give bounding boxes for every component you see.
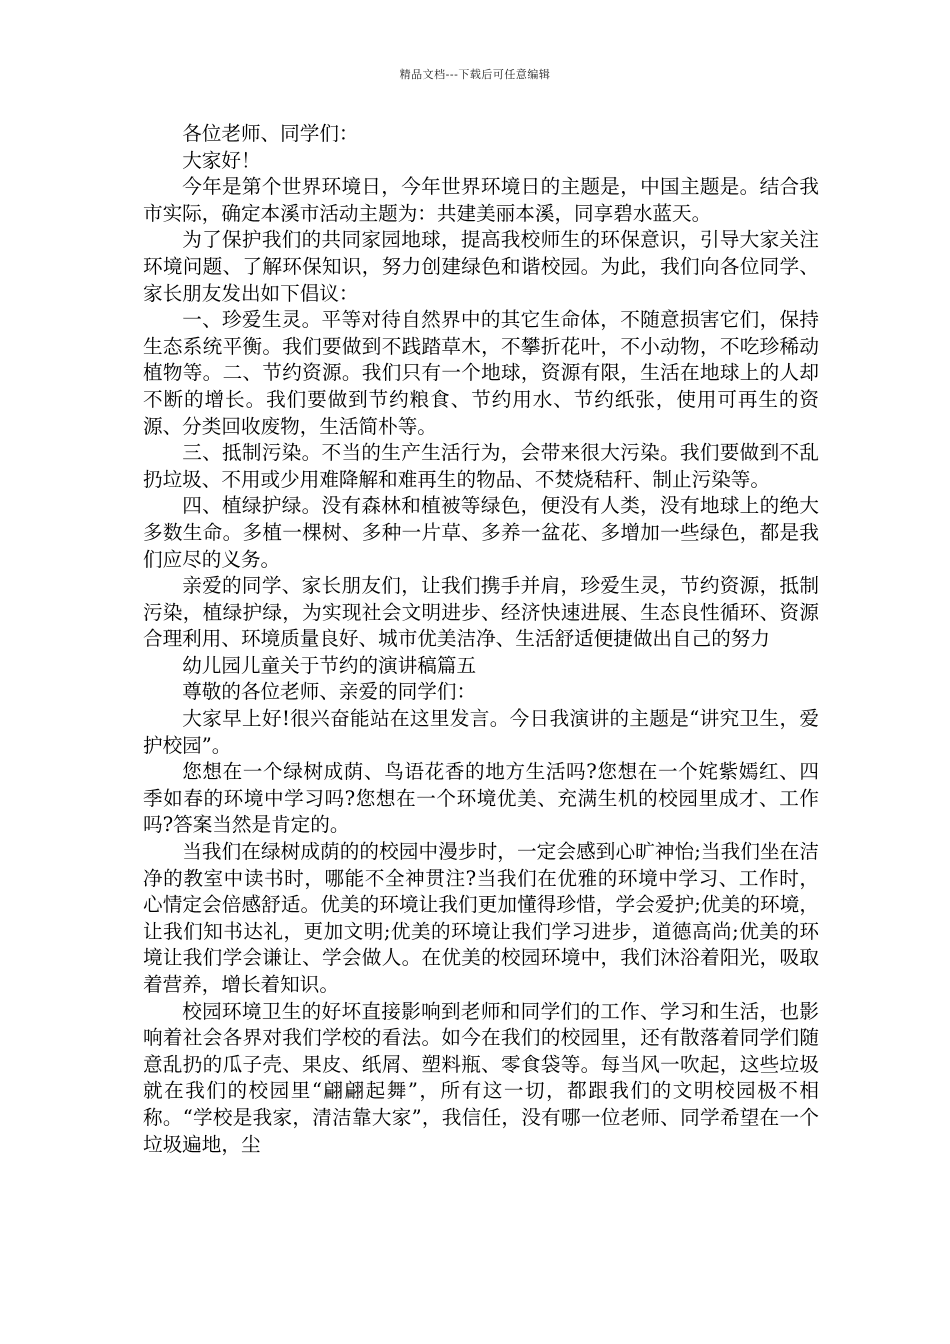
paragraph-salutation: 尊敬的各位老师、亲爱的同学们：: [182, 680, 477, 704]
page-header: 精品文档---下载后可任意编辑: [399, 68, 551, 81]
paragraph-point-one-two: 一、珍爱生灵。平等对待自然界中的其它生命体，不随意损害它们，保持生态系统平衡。我们要做到不践踏草木，不攀折花叶，不小动物，不吃珍稀动植物等。二、节约资源。我们只有一个地球，资源有限，生活在地球上的人却不断的增长。我们要做到节约粮食、节约用水、节约纸张，使用可再生的资源、分类回收废物，生活简朴等。: [143, 308, 819, 438]
paragraph-hello: 大家好！: [182, 148, 261, 172]
paragraph-environment: 当我们在绿树成荫的的校园中漫步时，一定会感到心旷神怡;当我们坐在洁净的教室中读书时，哪能不全神贯注?当我们在优雅的环境中学习、工作时，心情定会倍感舒适。优美的环境让我们更加懂得珍惜，学会爱护;优美的环境，让我们知书达礼，更加文明;优美的环境让我们学习进步，道德高尚;优美的环境让我们学会谦让、学会做人。在优美的校园环境中，我们沐浴着阳光，吸取着营养，增长着知识。: [143, 840, 819, 996]
document-body: [143, 121, 819, 1158]
paragraph-closing: 亲爱的同学、家长朋友们，让我们携手并肩，珍爱生灵，节约资源，抵制污染，植绿护绿，为实现社会文明进步、经济快速进展、生态良性循环、资源合理利用、环境质量良好、城市优美洁净、生活舒适便捷做出自己的努力: [143, 574, 819, 651]
paragraph-point-three: 三、抵制污染。不当的生产生活行为，会带来很大污染。我们要做到不乱扔垃圾、不用或少用难降解和难再生的物品、不焚烧秸秆、制止污染等。: [143, 441, 819, 491]
paragraph-hygiene: 校园环境卫生的好坏直接影响到老师和同学们的工作、学习和生活，也影响着社会各界对我们学校的看法。如今在我们的校园里，还有散落着同学们随意乱扔的瓜子壳、果皮、纸屑、塑料瓶、零食袋等。每当风一吹起，这些垃圾就在我们的校园里“翩翩起舞”，所有这一切，都跟我们的文明校园极不相称。“学校是我家，清洁靠大家”，我信任，没有哪一位老师、同学希望在一个垃圾遍地，尘: [143, 999, 819, 1156]
paragraph-question: 您想在一个绿树成荫、鸟语花香的地方生活吗?您想在一个姹紫嫣红、四季如春的环境中学习吗?您想在一个环境优美、充满生机的校园里成才、工作吗?答案当然是肯定的。: [143, 760, 819, 837]
paragraph-purpose: 为了保护我们的共同家园地球，提高我校师生的环保意识，引导大家关注环境问题、了解环保知识，努力创建绿色和谐校园。为此，我们向各位同学、家长朋友发出如下倡议：: [143, 228, 819, 305]
section-title: 幼儿园儿童关于节约的演讲稿篇五: [182, 653, 477, 677]
paragraph-point-four: 四、植绿护绿。没有森林和植被等绿色，便没有人类，没有地球上的绝大多数生命。多植一棵树、多种一片草、多养一盆花、多增加一些绿色，都是我们应尽的义务。: [143, 494, 819, 571]
paragraph-intro: 大家早上好!很兴奋能站在这里发言。今日我演讲的主题是“讲究卫生，爱护校园”。: [143, 707, 819, 757]
paragraph-theme: 今年是第个世界环境日，今年世界环境日的主题是，中国主题是。结合我市实际，确定本溪市活动主题为：共建美丽本溪，同享碧水蓝天。: [143, 175, 819, 225]
paragraph-greeting: 各位老师、同学们：: [182, 122, 359, 145]
